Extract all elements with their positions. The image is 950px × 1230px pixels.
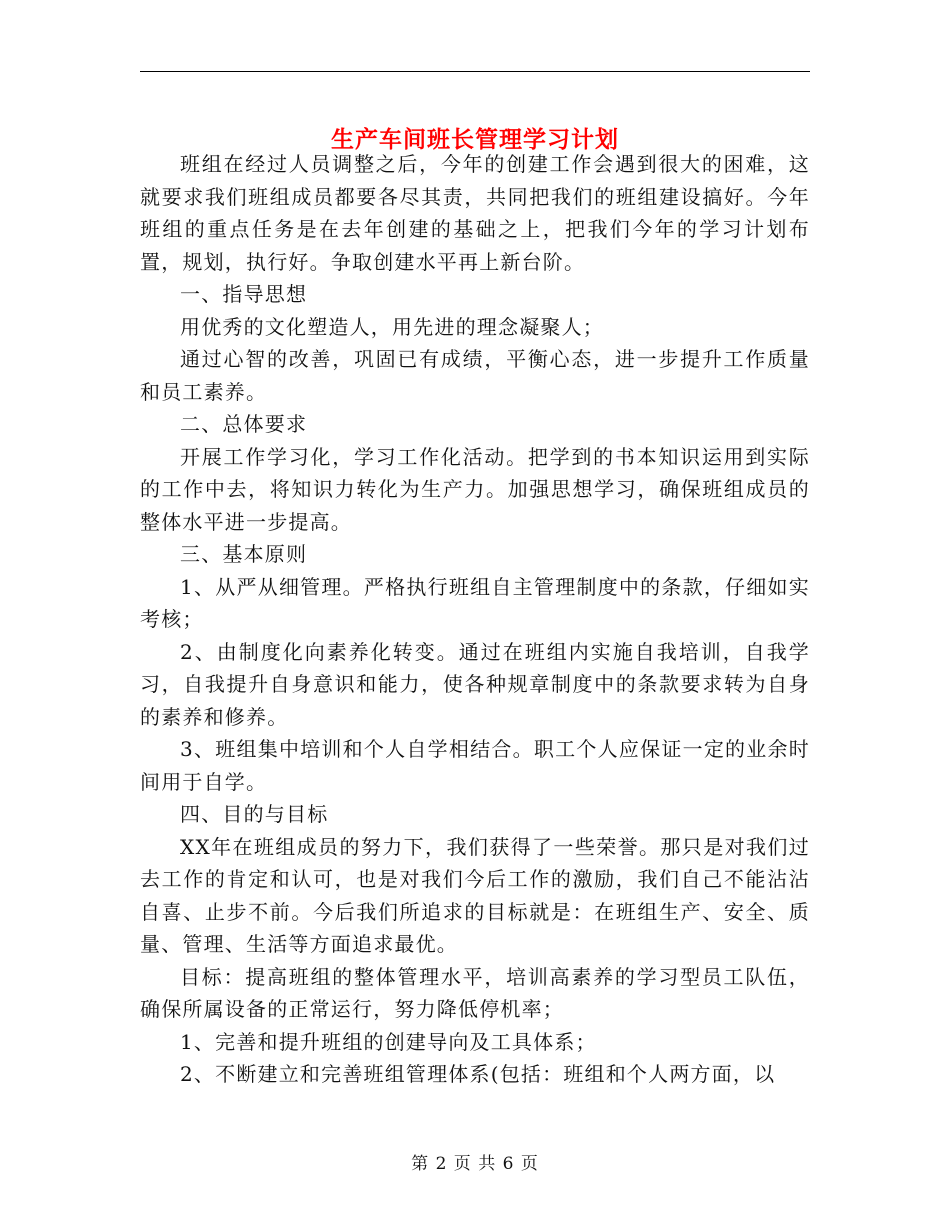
section-heading-basic-principles: 三、基本原则 (180, 542, 308, 566)
paragraph-intro: 班组在经过人员调整之后，今年的创建工作会遇到很大的困难，这就要求我们班组成员都要各尽其责，共同把我们的班组建设搞好。今年班组的重点任务是在去年创建的基础之上，把我们今年的学习计划布置，规划，执行好。争取创建水平再上新台阶。 (140, 152, 810, 274)
list-item: 2、不断建立和完善班组管理体系(包括：班组和个人两方面，以 (180, 1062, 776, 1086)
list-item: 3、班组集中培训和个人自学相结合。职工个人应保证一定的业余时间用于自学。 (140, 737, 810, 794)
section-heading-purpose-and-goals: 四、目的与目标 (180, 802, 329, 826)
paragraph: 用优秀的文化塑造人，用先进的理念凝聚人； (180, 314, 604, 339)
paragraph: 通过心智的改善，巩固已有成绩，平衡心态，进一步提升工作质量和员工素养。 (140, 347, 810, 404)
section-heading-guiding-ideology: 一、指导思想 (180, 282, 308, 306)
document-title: 生产车间班长管理学习计划 (331, 126, 619, 154)
document-body (140, 148, 810, 1091)
header-rule (140, 71, 810, 72)
page-number-footer: 第 2 页 共 6 页 (411, 1154, 539, 1174)
paragraph: 开展工作学习化，学习工作化活动。把学到的书本知识运用到实际的工作中去，将知识力转化为生产力。加强思想学习，确保班组成员的整体水平进一步提高。 (140, 444, 810, 534)
list-item: 2、由制度化向素养化转变。通过在班组内实施自我培训，自我学习，自我提升自身意识和能力，使各种规章制度中的条款要求转为自身的素养和修养。 (140, 639, 810, 729)
list-item: 1、完善和提升班组的创建导向及工具体系； (180, 1029, 597, 1054)
paragraph: XX年在班组成员的努力下，我们获得了一些荣誉。那只是对我们过去工作的肯定和认可，也是对我们今后工作的激励，我们自己不能沾沾自喜、止步不前。今后我们所追求的目标就是：在班组生产、安全、质量、管理、生活等方面追求最优。 (140, 834, 810, 956)
list-item: 1、从严从细管理。严格执行班组自主管理制度中的条款，仔细如实考核； (140, 574, 810, 631)
paragraph: 目标：提高班组的整体管理水平，培训高素养的学习型员工队伍，确保所属设备的正常运行，努力降低停机率； (140, 964, 810, 1021)
section-heading-overall-requirements: 二、总体要求 (180, 412, 308, 436)
